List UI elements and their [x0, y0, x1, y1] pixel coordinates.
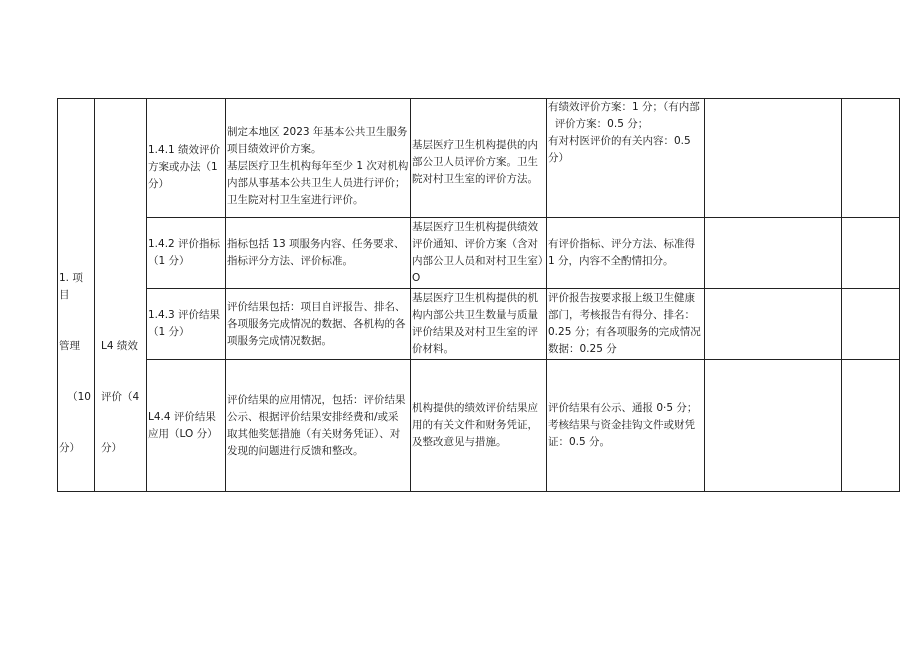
material-text: 基层医疗卫生机构提供的机构内部公共卫生数量与质量评价结果及对村卫生室的评价材料。 — [412, 292, 538, 355]
indicator-cell — [147, 99, 226, 218]
table-row — [58, 289, 900, 360]
indicator-text: L4.4 评价结果应用（LO 分） — [148, 410, 218, 440]
standard-cell — [547, 289, 705, 360]
table-row — [58, 360, 900, 492]
content-text: 制定本地区 2023 年基本公共卫生服务项目绩效评价方案。 基层医疗卫生机构每年至少 1 次对机构内部从事基本公共卫生人员进行评价；卫生院对村卫生室进行评价。 — [227, 125, 409, 206]
content-cell — [226, 99, 411, 218]
standard-text: 评价报告按要求报上级卫生健康部门，考核报告有得分、排名：0.25 分；有各项服务的完成情况数据：0.25 分 — [548, 292, 701, 355]
table-row — [58, 99, 900, 218]
empty-cell — [842, 289, 900, 360]
standard-cell — [547, 99, 705, 218]
content-cell — [226, 218, 411, 289]
standard-text: 有评价指标、评分方法、标准得 1 分，内容不全酌情扣分。 — [548, 238, 699, 267]
standard-text: 有绩效评价方案：1 分；（有内部 评价方案：0.5 分； 有对村医评价的有关内容：0.5 分） — [548, 101, 700, 164]
empty-cell — [705, 218, 842, 289]
material-text: 基层医疗卫生机构提供绩效评价通知、评价方案（含对内部公卫人员和对村卫生室）O — [412, 221, 544, 284]
content-text: 指标包括 13 项服务内容、任务要求、指标评分方法、评价标准。 — [227, 238, 405, 267]
material-cell — [411, 99, 547, 218]
content-cell — [226, 289, 411, 360]
level2-line1: L4 绩效 — [101, 340, 138, 352]
level1-line4: 分） — [59, 442, 80, 454]
standard-cell — [547, 218, 705, 289]
content-text: 评价结果的应用情况，包括：评价结果公示、根据评价结果安排经费和/或采取其他奖惩措施（有关财务凭证）、对发现的问题进行反馈和整改。 — [227, 393, 406, 457]
level2-line2: 评价（4 — [101, 391, 140, 403]
material-cell — [411, 218, 547, 289]
empty-cell — [705, 360, 842, 492]
material-cell — [411, 289, 547, 360]
material-text: 机构提供的绩效评价结果应用的有关文件和财务凭证，及整改意见与措施。 — [412, 402, 538, 448]
level2-line3: 分） — [101, 442, 122, 454]
material-text: 基层医疗卫生机构提供的内部公卫人员评价方案。卫生院对村卫生室的评价方法。 — [412, 138, 538, 185]
level2-cell — [95, 99, 147, 492]
indicator-cell — [147, 289, 226, 360]
empty-cell — [842, 99, 900, 218]
empty-cell — [842, 360, 900, 492]
level1-line2: 管理 — [59, 340, 80, 352]
indicator-text: 1.4.1 绩效评价方案或办法（1分） — [148, 143, 221, 190]
empty-cell — [842, 218, 900, 289]
standard-cell — [547, 360, 705, 492]
indicator-text: 1.4.3 评价结果（1 分） — [148, 309, 221, 338]
indicator-cell — [147, 360, 226, 492]
level1-line3: （10 — [67, 391, 91, 403]
evaluation-table — [57, 98, 900, 492]
standard-text: 评价结果有公示、通报 0·5 分； 考核结果与资金挂钩文件或财凭 证：0.5 分。 — [548, 402, 698, 448]
content-text: 评价结果包括：项目自评报告、排名、各项服务完成情况的数据、各机构的各项服务完成情况数据。 — [227, 300, 406, 347]
empty-cell — [705, 289, 842, 360]
material-cell — [411, 360, 547, 492]
level1-cell — [58, 99, 95, 492]
level1-line1: 1. 项目 — [59, 272, 83, 301]
indicator-cell — [147, 218, 226, 289]
table-row — [58, 218, 900, 289]
empty-cell — [705, 99, 842, 218]
indicator-text: 1.4.2 评价指标（1 分） — [148, 238, 221, 267]
content-cell — [226, 360, 411, 492]
